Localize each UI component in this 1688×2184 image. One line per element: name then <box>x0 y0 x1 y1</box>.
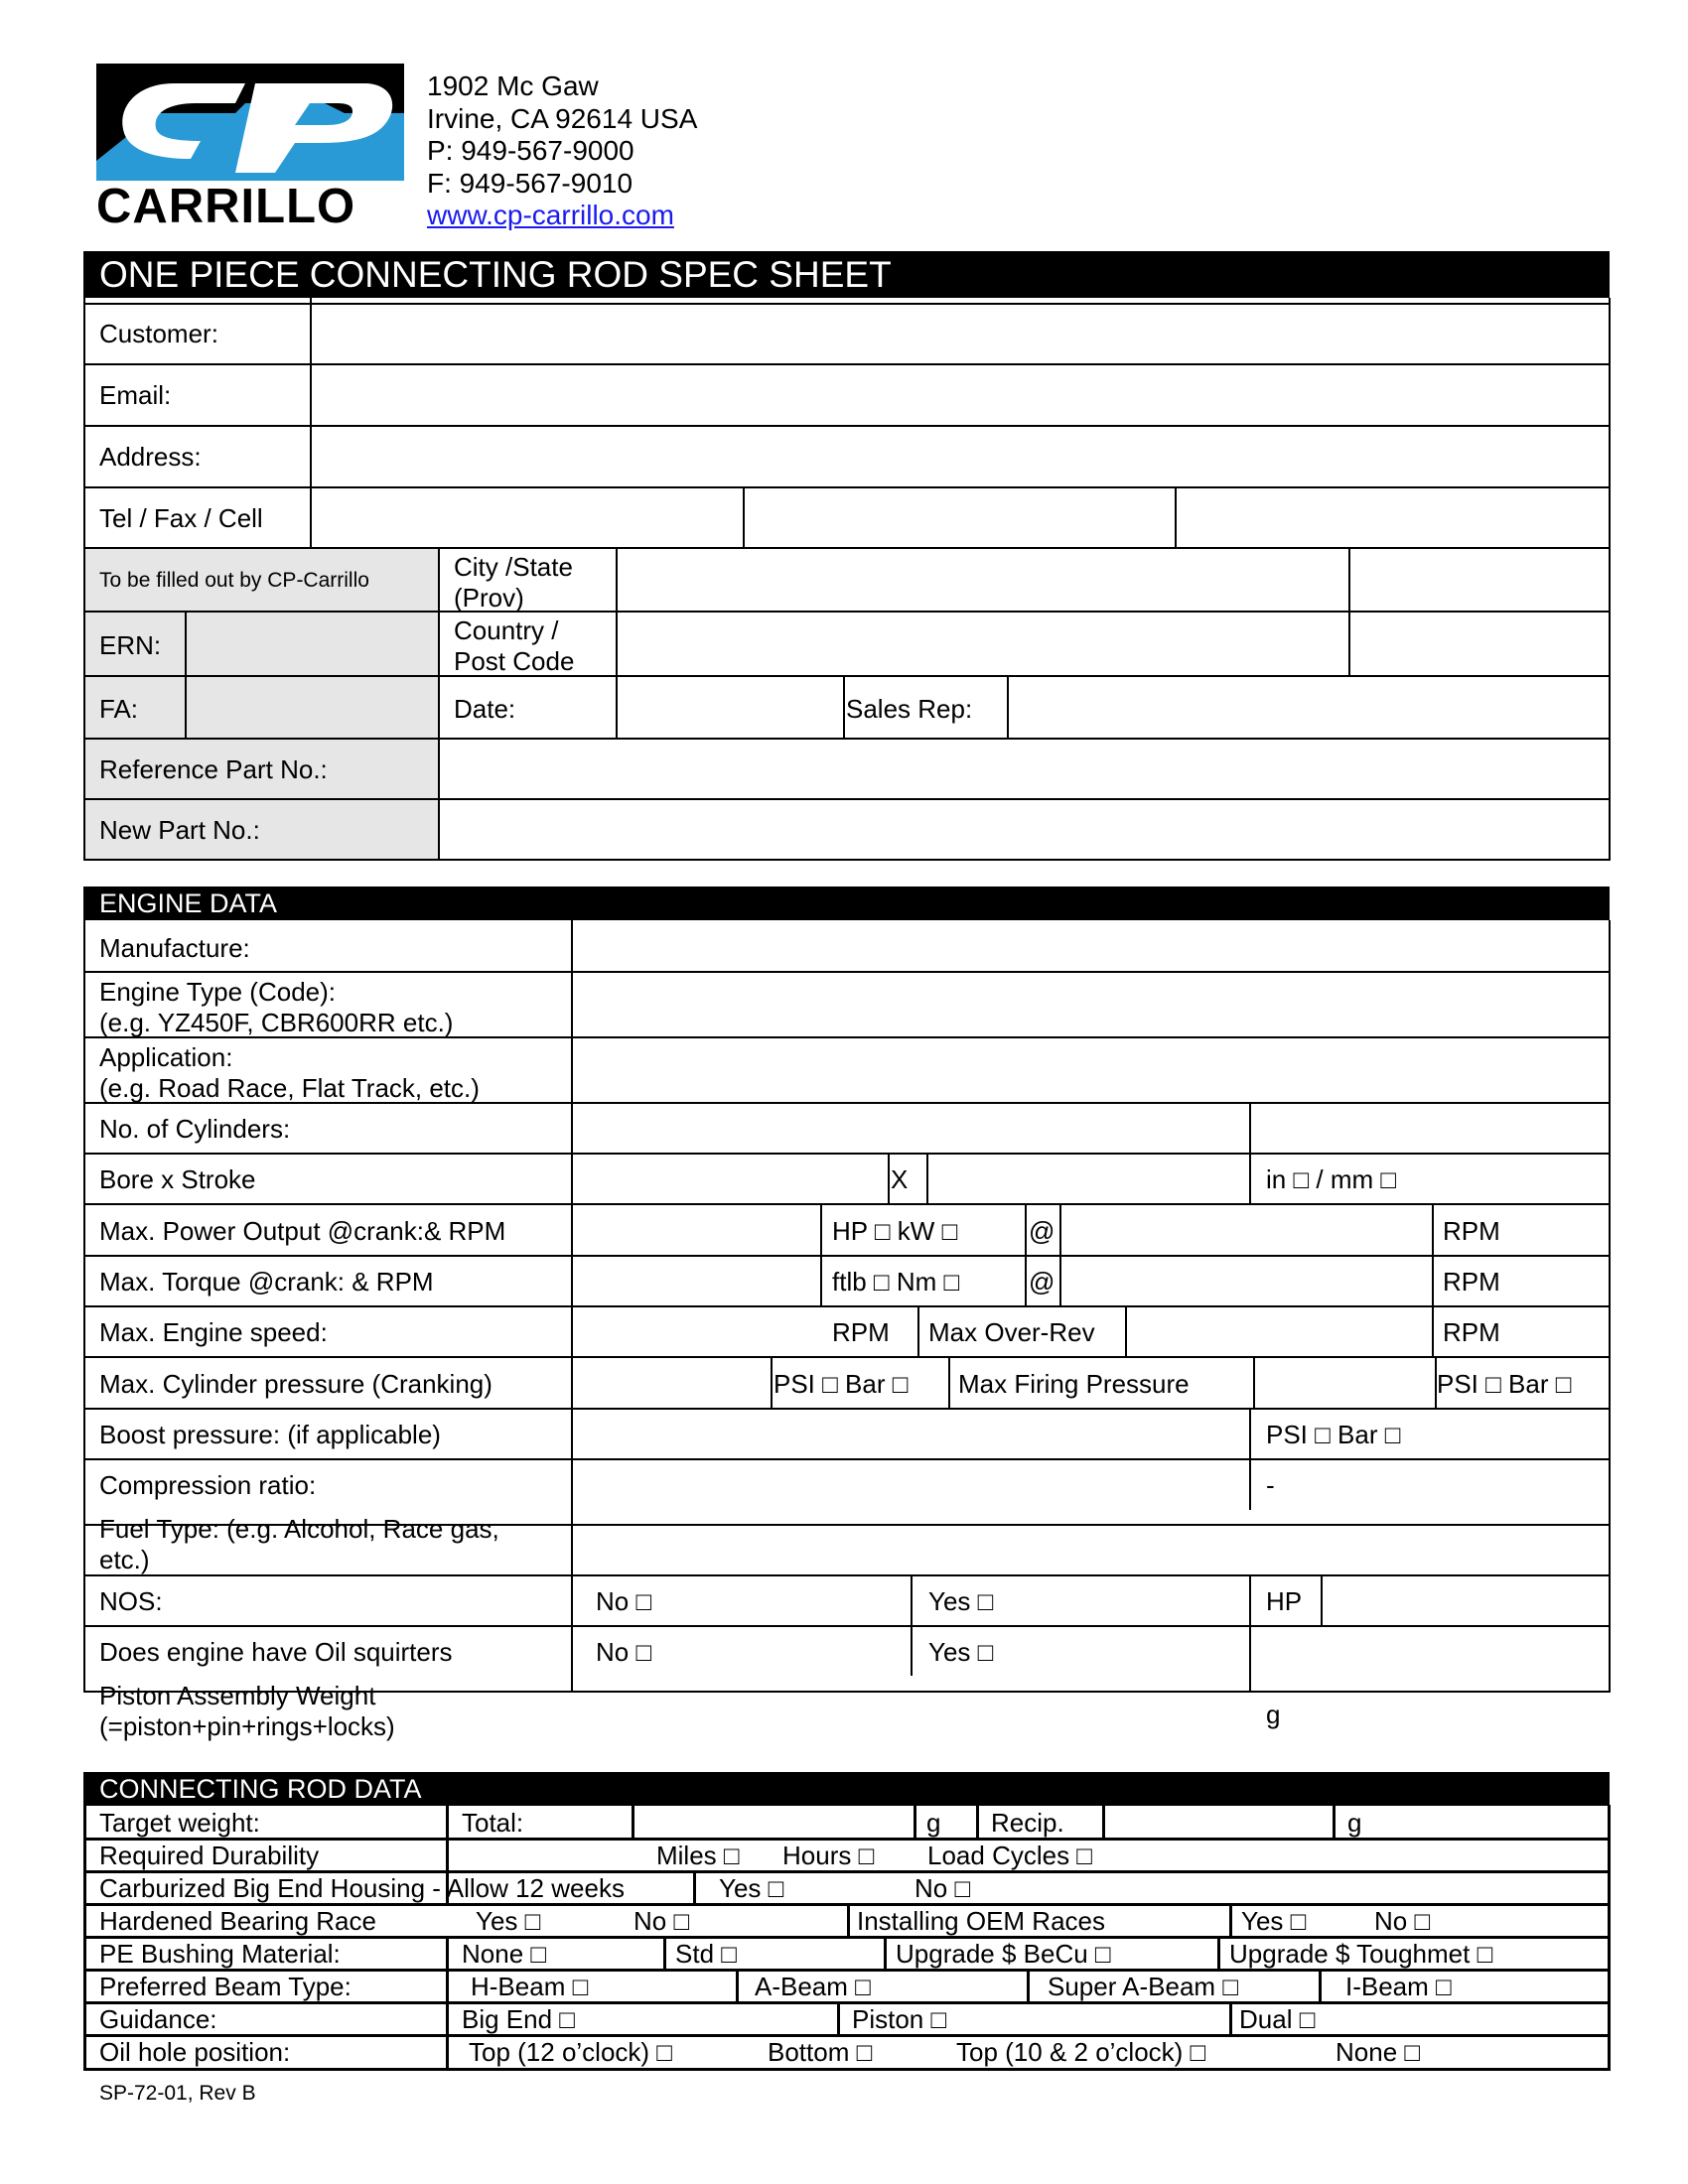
nos-hp-label: HP <box>1266 1586 1303 1616</box>
carburized-yes-checkbox[interactable]: Yes □ <box>719 1873 784 1903</box>
logo-wordmark: CARRILLO <box>96 180 356 233</box>
rod-data-header: CONNECTING ROD DATA <box>83 1772 1610 1806</box>
sales-rep-label: Sales Rep: <box>846 694 973 724</box>
engine-speed-field[interactable] <box>573 1307 820 1356</box>
reference-part-label: Reference Part No.: <box>99 754 328 784</box>
sales-rep-field[interactable] <box>1009 677 1609 738</box>
nos-no-checkbox[interactable]: No □ <box>596 1586 652 1616</box>
durability-label: Required Durability <box>99 1841 320 1870</box>
nos-yes-checkbox[interactable]: Yes □ <box>928 1586 994 1616</box>
durability-hours-checkbox[interactable]: Hours □ <box>782 1841 875 1870</box>
guidance-big-end-checkbox[interactable]: Big End □ <box>462 2004 575 2034</box>
fa-label: FA: <box>99 694 139 724</box>
piston-weight-unit: g <box>1266 1700 1281 1729</box>
country-postcode-label: Country / Post Code <box>454 615 575 676</box>
oil-hole-position-label: Oil hole position: <box>99 2037 291 2067</box>
address-field[interactable] <box>312 427 1609 486</box>
bushing-becu-checkbox[interactable]: Upgrade $ BeCu □ <box>896 1939 1111 1969</box>
email-label: Email: <box>99 380 172 410</box>
guidance-piston-checkbox[interactable]: Piston □ <box>852 2004 947 2034</box>
fax-number: F: 949-567-9010 <box>427 168 633 199</box>
tel-field[interactable] <box>312 488 743 547</box>
total-weight-label: Total: <box>462 1808 524 1838</box>
sheet-title: ONE PIECE CONNECTING ROD SPEC SHEET <box>83 251 1610 298</box>
address-label: Address: <box>99 442 202 472</box>
cylinder-pressure-label: Max. Cylinder pressure (Cranking) <box>99 1369 492 1399</box>
internal-use-note: To be filled out by CP-Carrillo <box>99 569 369 592</box>
manufacture-label: Manufacture: <box>99 933 250 963</box>
durability-load-cycles-checkbox[interactable]: Load Cycles □ <box>927 1841 1093 1870</box>
recip-weight-label: Recip. <box>991 1808 1064 1838</box>
fa-field[interactable] <box>187 677 438 738</box>
over-rev-rpm-unit: RPM <box>1443 1317 1500 1347</box>
oil-squirters-label: Does engine have Oil squirters <box>99 1637 453 1667</box>
bore-field[interactable] <box>573 1155 888 1203</box>
fuel-type-label: Fuel Type: (e.g. Alcohol, Race gas, etc.) <box>99 1514 499 1574</box>
email-field[interactable] <box>312 365 1609 425</box>
carburized-no-checkbox[interactable]: No □ <box>914 1873 971 1903</box>
max-power-label: Max. Power Output @crank:& RPM <box>99 1216 506 1246</box>
customer-field[interactable] <box>312 305 1609 363</box>
installing-yes-checkbox[interactable]: Yes □ <box>1241 1906 1307 1936</box>
engine-type-label: Engine Type (Code): (e.g. YZ450F, CBR600RR etc.) <box>99 977 454 1037</box>
engine-type-field[interactable] <box>573 973 1609 1036</box>
guidance-dual-checkbox[interactable]: Dual □ <box>1239 2004 1316 2034</box>
compression-dash: - <box>1266 1470 1275 1500</box>
new-part-label: New Part No.: <box>99 815 260 845</box>
total-weight-field[interactable] <box>634 1808 914 1838</box>
city-state-label: City /State (Prov) <box>454 552 573 613</box>
document-revision: SP-72-01, Rev B <box>99 2082 256 2105</box>
piston-weight-label: Piston Assembly Weight (=piston+pin+rings+locks) <box>99 1681 395 1741</box>
power-rpm-field[interactable] <box>1061 1205 1432 1255</box>
torque-rpm-field[interactable] <box>1061 1257 1432 1305</box>
guidance-label: Guidance: <box>99 2004 217 2034</box>
oil-squirters-no-checkbox[interactable]: No □ <box>596 1637 652 1667</box>
manufacture-field[interactable] <box>573 922 1609 971</box>
phone-number: P: 949-567-9000 <box>427 135 634 166</box>
hardened-yes-checkbox[interactable]: Yes □ <box>476 1906 541 1936</box>
firing-pressure-field[interactable] <box>1255 1358 1435 1408</box>
carburized-housing-label: Carburized Big End Housing - Allow 12 weeks <box>99 1873 625 1903</box>
piston-weight-field[interactable] <box>573 1627 1249 1691</box>
country-field[interactable] <box>618 613 1348 675</box>
bushing-none-checkbox[interactable]: None □ <box>462 1939 547 1969</box>
bore-x-label: X <box>891 1164 909 1194</box>
target-weight-label: Target weight: <box>99 1808 260 1838</box>
date-label: Date: <box>454 694 516 724</box>
cylinders-field[interactable] <box>573 1104 1249 1153</box>
durability-miles-checkbox[interactable]: Miles □ <box>656 1841 740 1870</box>
torque-field[interactable] <box>573 1257 820 1305</box>
boost-field[interactable] <box>573 1410 1249 1458</box>
torque-rpm-unit: RPM <box>1443 1267 1500 1297</box>
power-rpm-unit: RPM <box>1443 1216 1500 1246</box>
ern-field[interactable] <box>187 613 438 675</box>
torque-at-sign: @ <box>1029 1267 1055 1297</box>
website-link[interactable]: www.cp-carrillo.com <box>427 200 674 230</box>
boost-pressure-label: Boost pressure: (if applicable) <box>99 1420 441 1449</box>
engine-data-header: ENGINE DATA <box>83 887 1610 920</box>
max-over-rev-label: Max Over-Rev <box>928 1317 1095 1347</box>
cylinder-pressure-units[interactable]: PSI □ Bar □ <box>774 1369 909 1399</box>
bushing-std-checkbox[interactable]: Std □ <box>675 1939 737 1969</box>
i-beam-checkbox[interactable]: I-Beam □ <box>1345 1972 1452 2001</box>
max-firing-pressure-label: Max Firing Pressure <box>958 1369 1190 1399</box>
installing-no-checkbox[interactable]: No □ <box>1374 1906 1431 1936</box>
power-at-sign: @ <box>1029 1216 1055 1246</box>
hardened-race-label: Hardened Bearing Race <box>99 1906 376 1936</box>
nos-label: NOS: <box>99 1586 163 1616</box>
stroke-field[interactable] <box>928 1155 1249 1203</box>
boost-units[interactable]: PSI □ Bar □ <box>1266 1420 1401 1449</box>
fax-field[interactable] <box>745 488 1175 547</box>
over-rev-field[interactable] <box>1127 1307 1432 1356</box>
h-beam-checkbox[interactable]: H-Beam □ <box>471 1972 589 2001</box>
cylinders-label: No. of Cylinders: <box>99 1114 291 1144</box>
application-field[interactable] <box>573 1038 1609 1102</box>
oil-hole-none-checkbox[interactable]: None □ <box>1336 2037 1421 2067</box>
company-logo <box>96 64 404 232</box>
reference-part-field[interactable] <box>440 740 1609 798</box>
torque-units-checkboxes[interactable]: ftlb □ Nm □ <box>832 1267 960 1297</box>
beam-type-label: Preferred Beam Type: <box>99 1972 352 2001</box>
total-weight-unit: g <box>926 1808 941 1838</box>
recip-weight-unit: g <box>1347 1808 1362 1838</box>
tel-fax-cell-label: Tel / Fax / Cell <box>99 503 263 533</box>
ern-label: ERN: <box>99 630 162 660</box>
oil-hole-top10-checkbox[interactable]: Top (10 & 2 o’clock) □ <box>956 2037 1206 2067</box>
compression-ratio-label: Compression ratio: <box>99 1470 317 1500</box>
firing-pressure-units[interactable]: PSI □ Bar □ <box>1437 1369 1572 1399</box>
address-line-2: Irvine, CA 92614 USA <box>427 103 698 134</box>
fuel-type-field[interactable] <box>573 1511 1609 1574</box>
oil-hole-bottom-checkbox[interactable]: Bottom □ <box>768 2037 873 2067</box>
max-torque-label: Max. Torque @crank: & RPM <box>99 1267 434 1297</box>
pe-bushing-label: PE Bushing Material: <box>99 1939 341 1969</box>
max-engine-speed-label: Max. Engine speed: <box>99 1317 328 1347</box>
recip-weight-field[interactable] <box>1105 1808 1333 1838</box>
a-beam-checkbox[interactable]: A-Beam □ <box>755 1972 871 2001</box>
power-field[interactable] <box>573 1205 820 1255</box>
compression-field[interactable] <box>573 1460 1249 1509</box>
cell-field[interactable] <box>1177 488 1609 547</box>
date-field[interactable] <box>618 677 843 738</box>
installing-oem-races-label: Installing OEM Races <box>857 1906 1105 1936</box>
customer-label: Customer: <box>99 319 218 348</box>
engine-speed-rpm-unit: RPM <box>832 1317 890 1347</box>
application-label: Application: (e.g. Road Race, Flat Track, etc.) <box>99 1042 480 1103</box>
hardened-no-checkbox[interactable]: No □ <box>633 1906 690 1936</box>
bore-units-checkboxes[interactable]: in □ / mm □ <box>1266 1164 1397 1194</box>
bore-stroke-label: Bore x Stroke <box>99 1164 256 1194</box>
bushing-toughmet-checkbox[interactable]: Upgrade $ Toughmet □ <box>1229 1939 1493 1969</box>
new-part-field[interactable] <box>440 800 1609 859</box>
power-units-checkboxes[interactable]: HP □ kW □ <box>832 1216 958 1246</box>
oil-hole-top12-checkbox[interactable]: Top (12 o’clock) □ <box>469 2037 673 2067</box>
city-state-field[interactable] <box>618 549 1348 611</box>
cylinder-pressure-field[interactable] <box>573 1358 771 1408</box>
super-a-beam-checkbox[interactable]: Super A-Beam □ <box>1048 1972 1239 2001</box>
nos-hp-field[interactable] <box>1323 1576 1609 1625</box>
oil-squirters-yes-checkbox[interactable]: Yes □ <box>928 1637 994 1667</box>
address-line-1: 1902 Mc Gaw <box>427 70 599 101</box>
